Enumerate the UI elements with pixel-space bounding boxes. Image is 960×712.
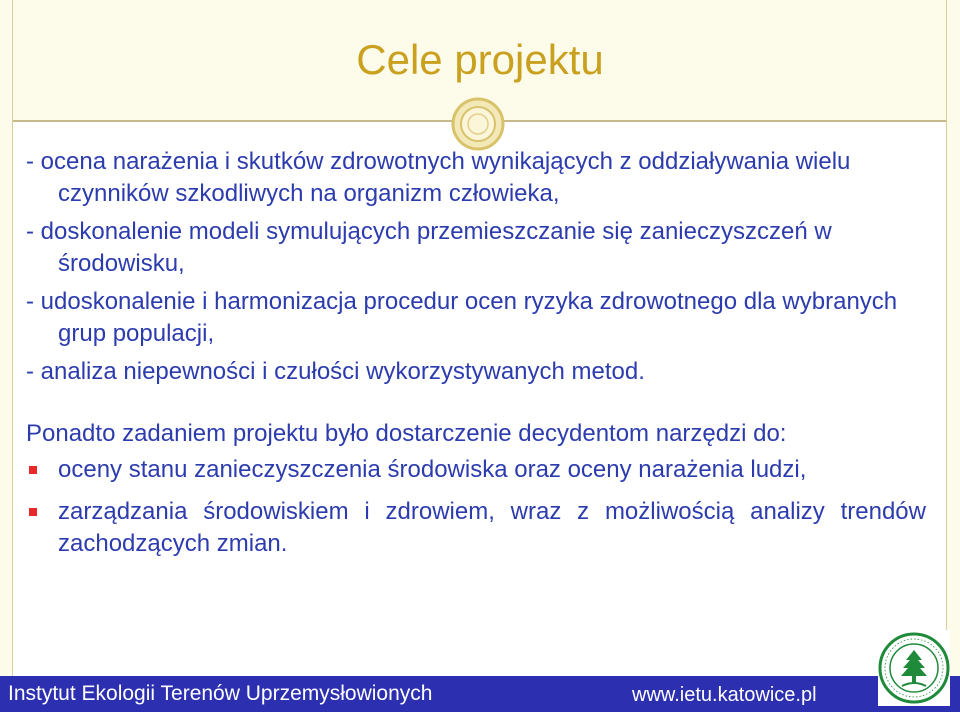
frame-right (946, 0, 960, 676)
bullet-item (26, 454, 926, 486)
slide-content (26, 146, 926, 570)
intro-text: Ponadto zadaniem projektu było dostarczenie decydentom narzędzi do: (26, 420, 787, 447)
footer-bar (0, 676, 960, 712)
square-bullet-icon (29, 508, 37, 516)
frame-left (0, 0, 13, 676)
ietu-logo-icon (878, 630, 950, 706)
bullet-text: oceny stanu zanieczyszczenia środowiska oraz oceny narażenia ludzi, (58, 456, 807, 483)
goal-item: - analiza niepewności i czułości wykorzystywanych metod. (26, 358, 645, 385)
goal-item: - udoskonalenie i harmonizacja procedur ocen ryzyka zdrowotnego dla wybranych grup populacji, (26, 288, 898, 347)
footer-url[interactable]: www.ietu.katowice.pl (632, 684, 817, 706)
bullet-text: zarządzania środowiskiem i zdrowiem, wraz z możliwością analizy trendów zachodzących zmian. (58, 498, 926, 557)
ring-ornament-icon (450, 96, 506, 152)
bullet-item (26, 496, 926, 560)
footer-institute: Instytut Ekologii Terenów Uprzemysłowionych (8, 682, 433, 705)
goal-item: - ocena narażenia i skutków zdrowotnych wynikających z oddziaływania wielu czynników szkodliwych na organizm człowieka, (26, 148, 851, 207)
slide-title: Cele projektu (356, 36, 604, 83)
square-bullet-icon (29, 466, 37, 474)
goal-item: - doskonalenie modeli symulujących przemieszczanie się zanieczyszczeń w środowisku, (26, 218, 832, 277)
